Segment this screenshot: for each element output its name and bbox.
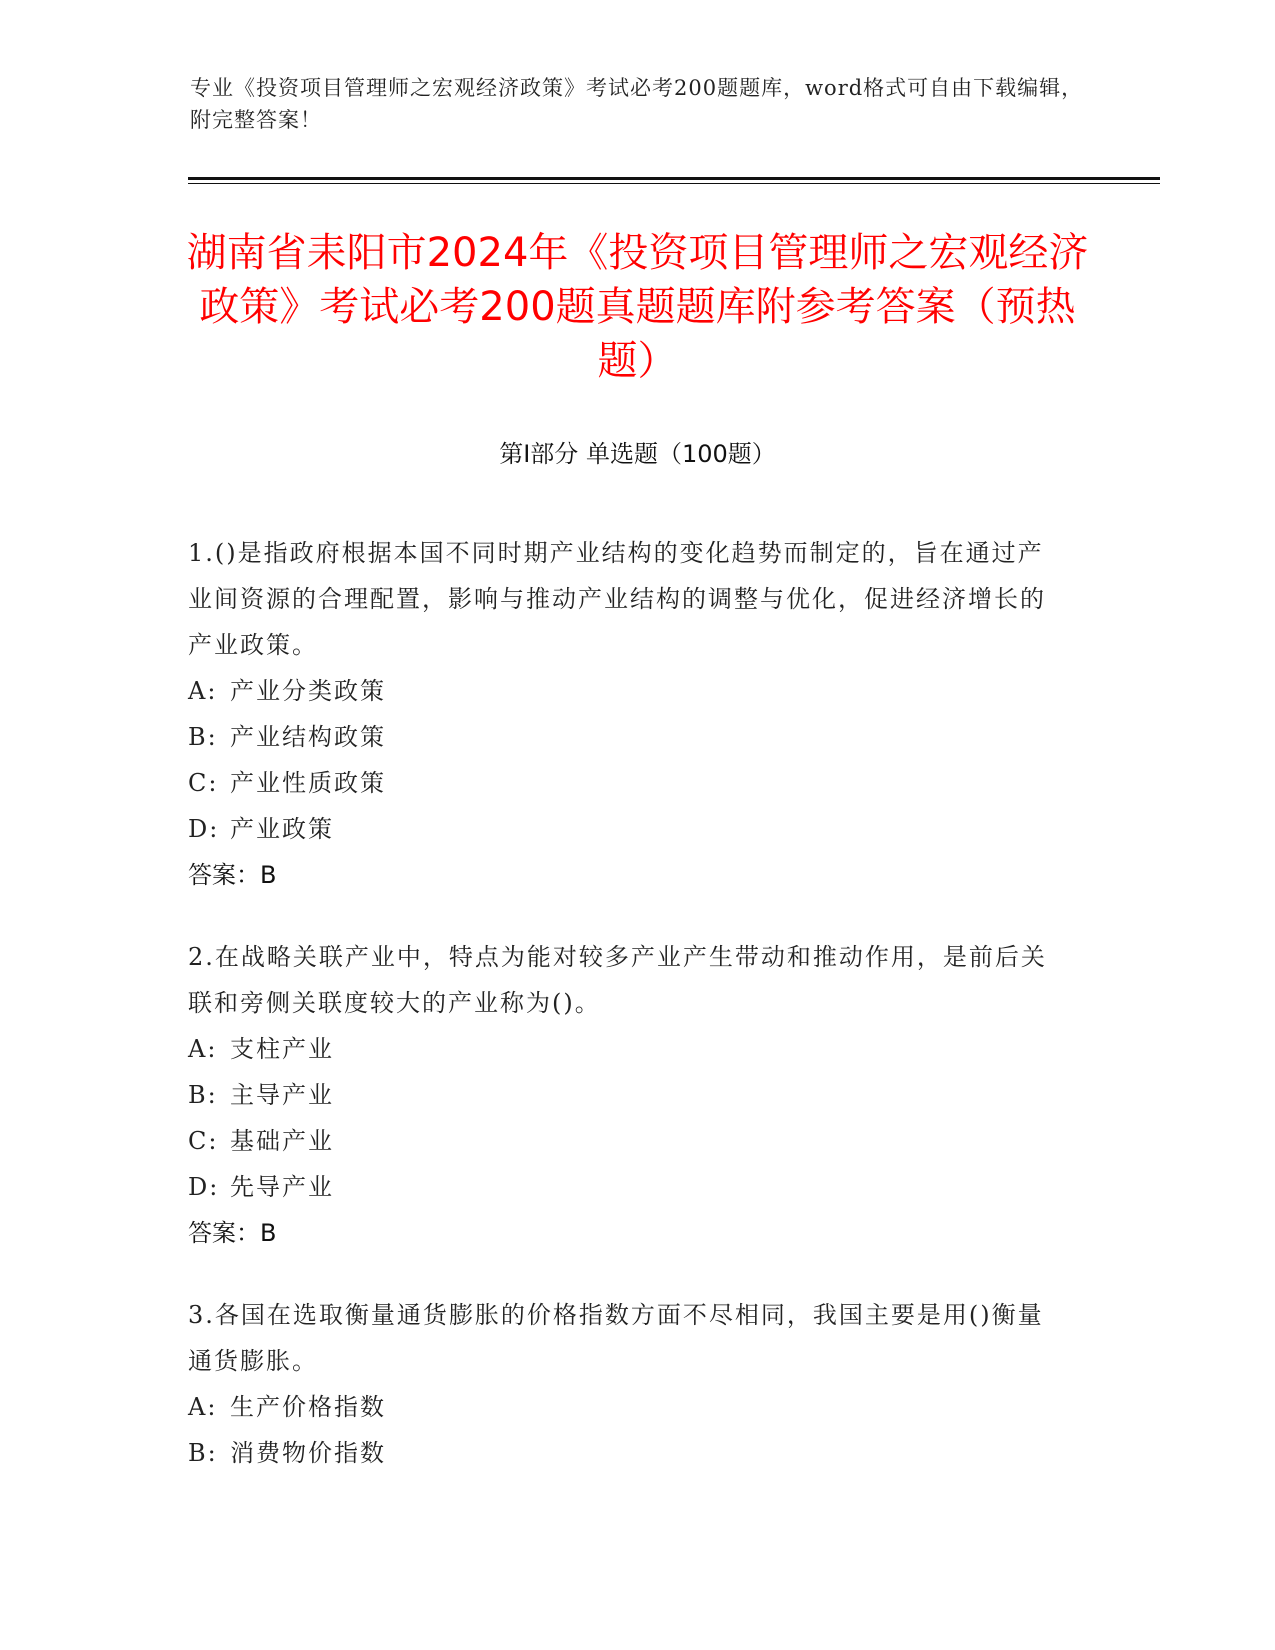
option-key: A: xyxy=(188,1035,218,1063)
option-key: B: xyxy=(188,1081,218,1109)
option-key: A: xyxy=(188,677,218,705)
option-row xyxy=(188,1384,1068,1430)
question-stem: 1.()是指政府根据本国不同时期产业结构的变化趋势而制定的，旨在通过产业间资源的合理配置，影响与推动产业结构的调整与优化，促进经济增长的产业政策。 xyxy=(188,539,1046,659)
question-stem: 2.在战略关联产业中，特点为能对较多产业产生带动和推动作用，是前后关联和旁侧关联度较大的产业称为()。 xyxy=(188,943,1047,1017)
option-row xyxy=(188,668,1068,714)
option-text: 主导产业 xyxy=(230,1081,334,1109)
question-item xyxy=(188,934,1068,1256)
option-text: 产业政策 xyxy=(230,815,334,843)
question-item xyxy=(188,530,1068,898)
header-rule-thin xyxy=(188,183,1160,184)
option-key: C: xyxy=(188,1127,219,1155)
option-text: 先导产业 xyxy=(230,1173,334,1201)
document-title: 湖南省耒阳市2024年《投资项目管理师之宏观经济政策》考试必考200题真题题库附参考答案（预热题） xyxy=(186,230,1089,384)
answer-line: 答案：B xyxy=(188,1219,277,1247)
option-text: 基础产业 xyxy=(230,1127,334,1155)
option-key: B: xyxy=(188,1439,218,1467)
option-row xyxy=(188,714,1068,760)
option-key: C: xyxy=(188,769,219,797)
option-text: 支柱产业 xyxy=(230,1035,334,1063)
question-stem: 3.各国在选取衡量通货膨胀的价格指数方面不尽相同，我国主要是用()衡量通货膨胀。 xyxy=(188,1301,1044,1375)
option-row xyxy=(188,1430,1068,1476)
option-key: A: xyxy=(188,1393,218,1421)
option-key: D: xyxy=(188,1173,220,1201)
option-text: 产业结构政策 xyxy=(230,723,386,751)
header-note: 专业《投资项目管理师之宏观经济政策》考试必考200题题库，word格式可自由下载编辑，附完整答案！ xyxy=(190,76,1084,132)
option-key: B: xyxy=(188,723,218,751)
option-key: D: xyxy=(188,815,220,843)
option-row xyxy=(188,1026,1068,1072)
option-row xyxy=(188,806,1068,852)
header-rule-thick xyxy=(188,177,1160,180)
option-row xyxy=(188,1164,1068,1210)
option-text: 生产价格指数 xyxy=(230,1393,386,1421)
option-text: 产业分类政策 xyxy=(230,677,386,705)
section-heading: 第I部分 单选题（100题） xyxy=(499,440,776,468)
option-row xyxy=(188,1072,1068,1118)
option-text: 产业性质政策 xyxy=(230,769,386,797)
option-row xyxy=(188,760,1068,806)
option-text: 消费物价指数 xyxy=(230,1439,386,1467)
question-list xyxy=(188,530,1068,1512)
question-item xyxy=(188,1292,1068,1476)
answer-line: 答案：B xyxy=(188,861,277,889)
option-row xyxy=(188,1118,1068,1164)
